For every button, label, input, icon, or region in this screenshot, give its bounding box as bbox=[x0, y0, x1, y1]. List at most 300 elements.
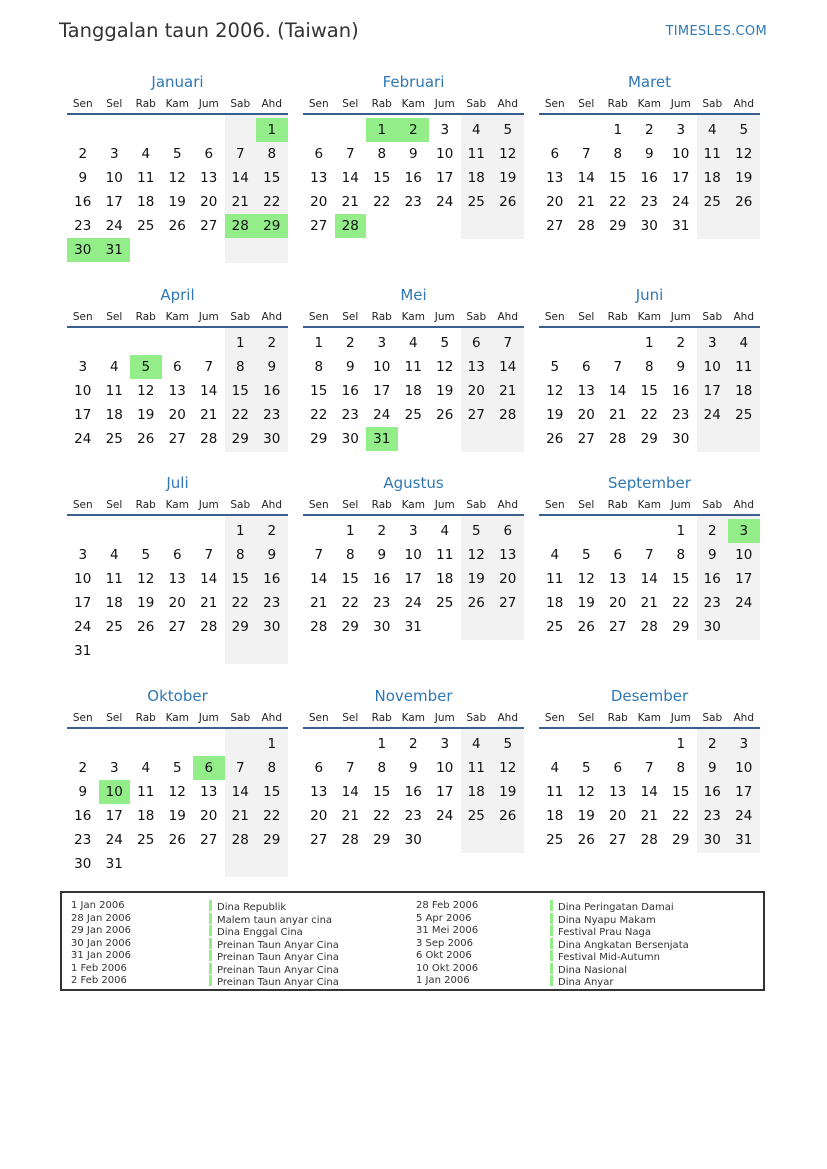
day-cell: 11 bbox=[546, 784, 564, 800]
day-cell: 14 bbox=[640, 571, 658, 587]
day-cell: 27 bbox=[609, 619, 627, 635]
legend-holiday-text: Dina Nasional bbox=[558, 964, 628, 976]
weekday-header: Rab bbox=[607, 499, 628, 511]
day-cell: 4 bbox=[141, 146, 151, 162]
legend-holiday-text: Dina Enggal Cina bbox=[217, 927, 303, 938]
weekday-header: Sab bbox=[230, 499, 251, 511]
day-cell: 4 bbox=[440, 523, 450, 539]
day-cell: 7 bbox=[204, 359, 214, 375]
day-cell: 17 bbox=[672, 170, 690, 186]
day-cell: 19 bbox=[577, 808, 595, 824]
day-cell: 26 bbox=[577, 832, 595, 848]
day-cell: 1 bbox=[676, 523, 686, 539]
weekday-header: Sel bbox=[342, 311, 359, 323]
day-cell: 1 bbox=[377, 736, 387, 752]
legend-holiday-name bbox=[209, 925, 339, 938]
weekday-header: Ahd bbox=[261, 98, 282, 110]
month-3 bbox=[539, 73, 760, 242]
day-cell: 26 bbox=[436, 407, 454, 423]
day-cell: 13 bbox=[577, 383, 595, 399]
day-cell: 26 bbox=[499, 808, 517, 824]
day-cell: 18 bbox=[467, 170, 485, 186]
day-cell: 28 bbox=[609, 431, 627, 447]
weekday-header: Jum bbox=[670, 311, 691, 323]
day-cell: 29 bbox=[341, 619, 359, 635]
weekday-header: Kam bbox=[637, 311, 661, 323]
day-cell: 6 bbox=[314, 760, 324, 776]
weekday-header: Jum bbox=[670, 499, 691, 511]
day-cell: 10 bbox=[672, 146, 690, 162]
legend-holiday-text: Dina Republik bbox=[217, 902, 287, 913]
holiday-color-marker bbox=[209, 938, 212, 949]
day-cell: 7 bbox=[204, 547, 214, 563]
day-cell: 18 bbox=[404, 383, 422, 399]
month-2 bbox=[303, 73, 524, 242]
day-cell: 16 bbox=[373, 571, 391, 587]
day-cell: 24 bbox=[436, 194, 454, 210]
legend-holiday-text: Dina Anyar bbox=[558, 977, 614, 988]
weekday-header: Jum bbox=[198, 311, 219, 323]
weekday-header: Kam bbox=[165, 98, 189, 110]
day-cell: 22 bbox=[672, 595, 690, 611]
day-cell: 22 bbox=[373, 808, 391, 824]
day-cell: 16 bbox=[404, 784, 422, 800]
day-cell: 17 bbox=[373, 383, 391, 399]
day-cell: 2 bbox=[267, 335, 277, 351]
month-name: Agustus bbox=[383, 474, 444, 492]
day-cell: 2 bbox=[408, 736, 418, 752]
day-cell: 15 bbox=[373, 784, 391, 800]
day-cell: 25 bbox=[467, 194, 485, 210]
day-cell: 21 bbox=[231, 194, 249, 210]
day-cell: 8 bbox=[267, 760, 277, 776]
day-cell: 13 bbox=[310, 784, 328, 800]
day-cell: 4 bbox=[707, 122, 717, 138]
day-cell: 21 bbox=[640, 595, 658, 611]
weekday-header: Jum bbox=[198, 499, 219, 511]
weekday-header: Kam bbox=[401, 98, 425, 110]
weekday-header: Ahd bbox=[497, 98, 518, 110]
day-cell: 30 bbox=[703, 619, 721, 635]
weekday-header: Sab bbox=[702, 499, 723, 511]
day-cell: 3 bbox=[707, 335, 717, 351]
legend-holiday-name bbox=[550, 963, 689, 976]
legend-dates-left bbox=[71, 900, 131, 988]
weekday-header: Sen bbox=[544, 98, 565, 110]
day-cell: 12 bbox=[499, 146, 517, 162]
day-cell: 4 bbox=[739, 335, 749, 351]
day-cell: 12 bbox=[436, 359, 454, 375]
day-cell: 10 bbox=[735, 760, 753, 776]
day-cell: 6 bbox=[581, 359, 591, 375]
page-title: Tanggalan taun 2006. (Taiwan) bbox=[59, 19, 359, 42]
day-cell: 28 bbox=[577, 218, 595, 234]
day-cell: 14 bbox=[640, 784, 658, 800]
day-cell: 23 bbox=[703, 808, 721, 824]
day-cell: 18 bbox=[735, 383, 753, 399]
day-cell: 7 bbox=[314, 547, 324, 563]
legend-date: 28 Feb 2006 bbox=[416, 900, 479, 911]
day-cell: 30 bbox=[263, 619, 281, 635]
weekday-header: Sab bbox=[466, 98, 487, 110]
weekday-header: Kam bbox=[165, 311, 189, 323]
day-cell: 13 bbox=[609, 571, 627, 587]
day-cell: 16 bbox=[703, 571, 721, 587]
day-cell: 1 bbox=[235, 523, 245, 539]
weekday-header: Rab bbox=[135, 98, 156, 110]
day-cell: 21 bbox=[231, 808, 249, 824]
weekday-header: Sab bbox=[230, 98, 251, 110]
day-cell: 22 bbox=[263, 194, 281, 210]
day-cell: 4 bbox=[550, 547, 560, 563]
day-cell: 6 bbox=[550, 146, 560, 162]
weekday-header: Jum bbox=[670, 712, 691, 724]
day-cell: 13 bbox=[200, 784, 218, 800]
day-cell: 20 bbox=[609, 595, 627, 611]
month-11 bbox=[303, 687, 524, 856]
day-cell: 2 bbox=[644, 122, 654, 138]
day-cell: 26 bbox=[735, 194, 753, 210]
weekday-header: Sab bbox=[702, 712, 723, 724]
day-cell: 26 bbox=[137, 619, 155, 635]
weekday-header: Ahd bbox=[733, 98, 754, 110]
month-name: Juli bbox=[166, 474, 189, 492]
day-cell: 22 bbox=[263, 808, 281, 824]
day-cell: 20 bbox=[467, 383, 485, 399]
holiday-color-marker bbox=[209, 900, 212, 911]
day-cell: 3 bbox=[739, 736, 749, 752]
day-cell: 17 bbox=[105, 194, 123, 210]
day-cell: 19 bbox=[168, 808, 186, 824]
day-cell: 10 bbox=[105, 170, 123, 186]
day-cell: 17 bbox=[703, 383, 721, 399]
day-cell: 11 bbox=[546, 571, 564, 587]
day-cell: 27 bbox=[467, 407, 485, 423]
legend-holiday-name bbox=[209, 900, 339, 913]
day-cell: 20 bbox=[168, 595, 186, 611]
day-cell: 13 bbox=[310, 170, 328, 186]
day-cell: 29 bbox=[373, 832, 391, 848]
weekday-header: Sab bbox=[466, 499, 487, 511]
day-cell: 7 bbox=[235, 760, 245, 776]
weekday-header: Ahd bbox=[497, 712, 518, 724]
day-cell: 14 bbox=[231, 784, 249, 800]
day-cell: 21 bbox=[200, 595, 218, 611]
day-cell: 23 bbox=[404, 808, 422, 824]
day-cell: 17 bbox=[436, 170, 454, 186]
holiday-day-cell: 5 bbox=[130, 355, 162, 379]
weekday-header: Sab bbox=[466, 712, 487, 724]
weekday-header: Rab bbox=[135, 311, 156, 323]
day-cell: 20 bbox=[310, 194, 328, 210]
legend-holiday-name bbox=[550, 975, 689, 988]
day-cell: 9 bbox=[267, 547, 277, 563]
day-cell: 8 bbox=[314, 359, 324, 375]
day-cell: 8 bbox=[676, 760, 686, 776]
day-cell: 7 bbox=[503, 335, 513, 351]
weekday-header: Sen bbox=[308, 311, 329, 323]
day-cell: 12 bbox=[577, 571, 595, 587]
holiday-color-marker bbox=[209, 963, 212, 974]
day-cell: 19 bbox=[137, 407, 155, 423]
day-cell: 8 bbox=[644, 359, 654, 375]
day-cell: 21 bbox=[640, 808, 658, 824]
day-cell: 1 bbox=[644, 335, 654, 351]
day-cell: 10 bbox=[436, 146, 454, 162]
day-cell: 15 bbox=[231, 383, 249, 399]
day-cell: 11 bbox=[735, 359, 753, 375]
day-cell: 19 bbox=[467, 571, 485, 587]
day-cell: 11 bbox=[467, 146, 485, 162]
day-cell: 27 bbox=[499, 595, 517, 611]
day-cell: 17 bbox=[436, 784, 454, 800]
day-cell: 12 bbox=[735, 146, 753, 162]
day-cell: 8 bbox=[613, 146, 623, 162]
day-cell: 19 bbox=[499, 170, 517, 186]
day-cell: 29 bbox=[609, 218, 627, 234]
weekday-header: Sab bbox=[230, 712, 251, 724]
legend-date: 31 Mei 2006 bbox=[416, 925, 479, 936]
weekday-header: Ahd bbox=[733, 712, 754, 724]
day-cell: 5 bbox=[739, 122, 749, 138]
holiday-day-cell: 29 bbox=[256, 214, 288, 238]
day-cell: 15 bbox=[341, 571, 359, 587]
legend-holiday-name bbox=[209, 938, 339, 951]
legend-holiday-name bbox=[550, 913, 689, 926]
weekday-header: Rab bbox=[135, 712, 156, 724]
day-cell: 23 bbox=[404, 194, 422, 210]
day-cell: 25 bbox=[105, 431, 123, 447]
day-cell: 2 bbox=[267, 523, 277, 539]
day-cell: 27 bbox=[168, 619, 186, 635]
month-name: November bbox=[374, 687, 453, 705]
day-cell: 7 bbox=[644, 760, 654, 776]
day-cell: 7 bbox=[345, 146, 355, 162]
day-cell: 10 bbox=[436, 760, 454, 776]
day-cell: 30 bbox=[263, 431, 281, 447]
day-cell: 27 bbox=[609, 832, 627, 848]
day-cell: 12 bbox=[499, 760, 517, 776]
day-cell: 4 bbox=[109, 547, 119, 563]
day-cell: 1 bbox=[314, 335, 324, 351]
legend-holiday-text: Preinan Taun Anyar Cina bbox=[217, 952, 339, 963]
day-cell: 20 bbox=[609, 808, 627, 824]
day-cell: 27 bbox=[200, 832, 218, 848]
day-cell: 23 bbox=[74, 832, 92, 848]
weekday-header: Sen bbox=[544, 712, 565, 724]
legend-holiday-name bbox=[550, 938, 689, 951]
legend-date: 6 Okt 2006 bbox=[416, 950, 472, 961]
day-cell: 22 bbox=[672, 808, 690, 824]
day-cell: 14 bbox=[200, 571, 218, 587]
legend-holiday-name bbox=[550, 900, 689, 913]
legend-holiday-name bbox=[209, 913, 339, 926]
legend-holiday-text: Preinan Taun Anyar Cina bbox=[217, 964, 339, 976]
day-cell: 2 bbox=[345, 335, 355, 351]
day-cell: 7 bbox=[613, 359, 623, 375]
day-cell: 9 bbox=[644, 146, 654, 162]
weekday-header: Sen bbox=[72, 712, 93, 724]
holiday-color-marker bbox=[209, 925, 212, 936]
weekday-header: Ahd bbox=[261, 712, 282, 724]
day-cell: 13 bbox=[609, 784, 627, 800]
legend-holiday-name bbox=[209, 963, 339, 976]
day-cell: 8 bbox=[377, 760, 387, 776]
holiday-color-marker bbox=[550, 938, 553, 949]
legend-holiday-name bbox=[550, 925, 689, 938]
weekday-header: Sel bbox=[106, 712, 123, 724]
weekday-header: Sel bbox=[106, 499, 123, 511]
legend-date: 10 Okt 2006 bbox=[416, 962, 479, 974]
day-cell: 9 bbox=[345, 359, 355, 375]
holiday-day-cell: 10 bbox=[99, 780, 131, 804]
weekday-header: Sen bbox=[72, 311, 93, 323]
day-cell: 24 bbox=[672, 194, 690, 210]
day-cell: 20 bbox=[499, 571, 517, 587]
weekday-header: Sel bbox=[578, 98, 595, 110]
month-name: Mei bbox=[400, 286, 427, 304]
day-cell: 7 bbox=[644, 547, 654, 563]
holiday-color-marker bbox=[209, 950, 212, 961]
day-cell: 22 bbox=[231, 407, 249, 423]
day-cell: 8 bbox=[235, 547, 245, 563]
weekday-header: Kam bbox=[637, 712, 661, 724]
day-cell: 23 bbox=[263, 595, 281, 611]
day-cell: 25 bbox=[735, 407, 753, 423]
day-cell: 19 bbox=[577, 595, 595, 611]
day-cell: 22 bbox=[609, 194, 627, 210]
day-cell: 20 bbox=[577, 407, 595, 423]
day-cell: 18 bbox=[137, 808, 155, 824]
day-cell: 1 bbox=[345, 523, 355, 539]
day-cell: 8 bbox=[345, 547, 355, 563]
day-cell: 6 bbox=[471, 335, 481, 351]
day-cell: 10 bbox=[703, 359, 721, 375]
weekday-header: Sen bbox=[72, 499, 93, 511]
weekday-header: Sen bbox=[544, 499, 565, 511]
day-cell: 31 bbox=[105, 856, 123, 872]
day-cell: 9 bbox=[267, 359, 277, 375]
day-cell: 15 bbox=[263, 170, 281, 186]
day-cell: 3 bbox=[408, 523, 418, 539]
weekday-header: Jum bbox=[434, 98, 455, 110]
day-cell: 10 bbox=[404, 547, 422, 563]
holiday-color-marker bbox=[550, 963, 553, 974]
day-cell: 1 bbox=[235, 335, 245, 351]
weekday-header: Kam bbox=[401, 712, 425, 724]
day-cell: 14 bbox=[577, 170, 595, 186]
legend-holiday-text: Dina Nyapu Makam bbox=[558, 914, 656, 926]
day-cell: 10 bbox=[74, 383, 92, 399]
day-cell: 4 bbox=[109, 359, 119, 375]
day-cell: 11 bbox=[137, 784, 155, 800]
day-cell: 9 bbox=[408, 760, 418, 776]
day-cell: 30 bbox=[404, 832, 422, 848]
day-cell: 3 bbox=[377, 335, 387, 351]
weekday-header: Sel bbox=[342, 98, 359, 110]
day-cell: 12 bbox=[546, 383, 564, 399]
weekday-header: Sab bbox=[702, 311, 723, 323]
day-cell: 22 bbox=[640, 407, 658, 423]
weekday-header: Rab bbox=[607, 98, 628, 110]
holiday-day-cell: 28 bbox=[335, 214, 367, 238]
day-cell: 15 bbox=[672, 571, 690, 587]
brand-link[interactable]: TIMESLES.COM bbox=[665, 24, 767, 39]
day-cell: 23 bbox=[672, 407, 690, 423]
legend-date: 28 Jan 2006 bbox=[71, 912, 131, 924]
weekday-header: Rab bbox=[371, 712, 392, 724]
day-cell: 24 bbox=[105, 832, 123, 848]
day-cell: 19 bbox=[137, 595, 155, 611]
day-cell: 9 bbox=[676, 359, 686, 375]
day-cell: 17 bbox=[74, 407, 92, 423]
day-cell: 26 bbox=[168, 832, 186, 848]
holiday-day-cell: 1 bbox=[366, 118, 398, 142]
day-cell: 16 bbox=[640, 170, 658, 186]
day-cell: 5 bbox=[550, 359, 560, 375]
day-cell: 11 bbox=[404, 359, 422, 375]
day-cell: 25 bbox=[105, 619, 123, 635]
day-cell: 16 bbox=[263, 571, 281, 587]
day-cell: 10 bbox=[373, 359, 391, 375]
month-name: September bbox=[608, 474, 691, 492]
day-cell: 29 bbox=[672, 832, 690, 848]
holiday-day-cell: 28 bbox=[225, 214, 257, 238]
legend-date: 31 Jan 2006 bbox=[71, 950, 131, 961]
day-cell: 23 bbox=[74, 218, 92, 234]
day-cell: 10 bbox=[74, 571, 92, 587]
day-cell: 19 bbox=[436, 383, 454, 399]
day-cell: 4 bbox=[141, 760, 151, 776]
day-cell: 24 bbox=[373, 407, 391, 423]
day-cell: 12 bbox=[577, 784, 595, 800]
day-cell: 15 bbox=[640, 383, 658, 399]
day-cell: 25 bbox=[137, 832, 155, 848]
month-8 bbox=[303, 474, 524, 643]
day-cell: 4 bbox=[471, 736, 481, 752]
day-cell: 21 bbox=[609, 407, 627, 423]
weekday-header: Rab bbox=[371, 98, 392, 110]
day-cell: 15 bbox=[373, 170, 391, 186]
month-12 bbox=[539, 687, 760, 856]
day-cell: 20 bbox=[168, 407, 186, 423]
weekday-header: Ahd bbox=[497, 311, 518, 323]
day-cell: 23 bbox=[263, 407, 281, 423]
day-cell: 3 bbox=[676, 122, 686, 138]
day-cell: 17 bbox=[735, 571, 753, 587]
day-cell: 23 bbox=[640, 194, 658, 210]
day-cell: 25 bbox=[467, 808, 485, 824]
month-name: Desember bbox=[610, 687, 689, 705]
day-cell: 14 bbox=[341, 784, 359, 800]
weekday-header: Sel bbox=[342, 712, 359, 724]
legend-holiday-text: Festival Prau Naga bbox=[558, 927, 651, 938]
day-cell: 27 bbox=[577, 431, 595, 447]
day-cell: 11 bbox=[105, 571, 123, 587]
day-cell: 18 bbox=[467, 784, 485, 800]
day-cell: 6 bbox=[172, 359, 182, 375]
day-cell: 21 bbox=[341, 808, 359, 824]
weekday-header: Ahd bbox=[261, 499, 282, 511]
month-name: Oktober bbox=[147, 687, 208, 705]
day-cell: 16 bbox=[404, 170, 422, 186]
weekday-header: Sen bbox=[308, 98, 329, 110]
day-cell: 24 bbox=[436, 808, 454, 824]
day-cell: 1 bbox=[676, 736, 686, 752]
day-cell: 9 bbox=[408, 146, 418, 162]
day-cell: 27 bbox=[200, 218, 218, 234]
weekday-header: Ahd bbox=[497, 499, 518, 511]
